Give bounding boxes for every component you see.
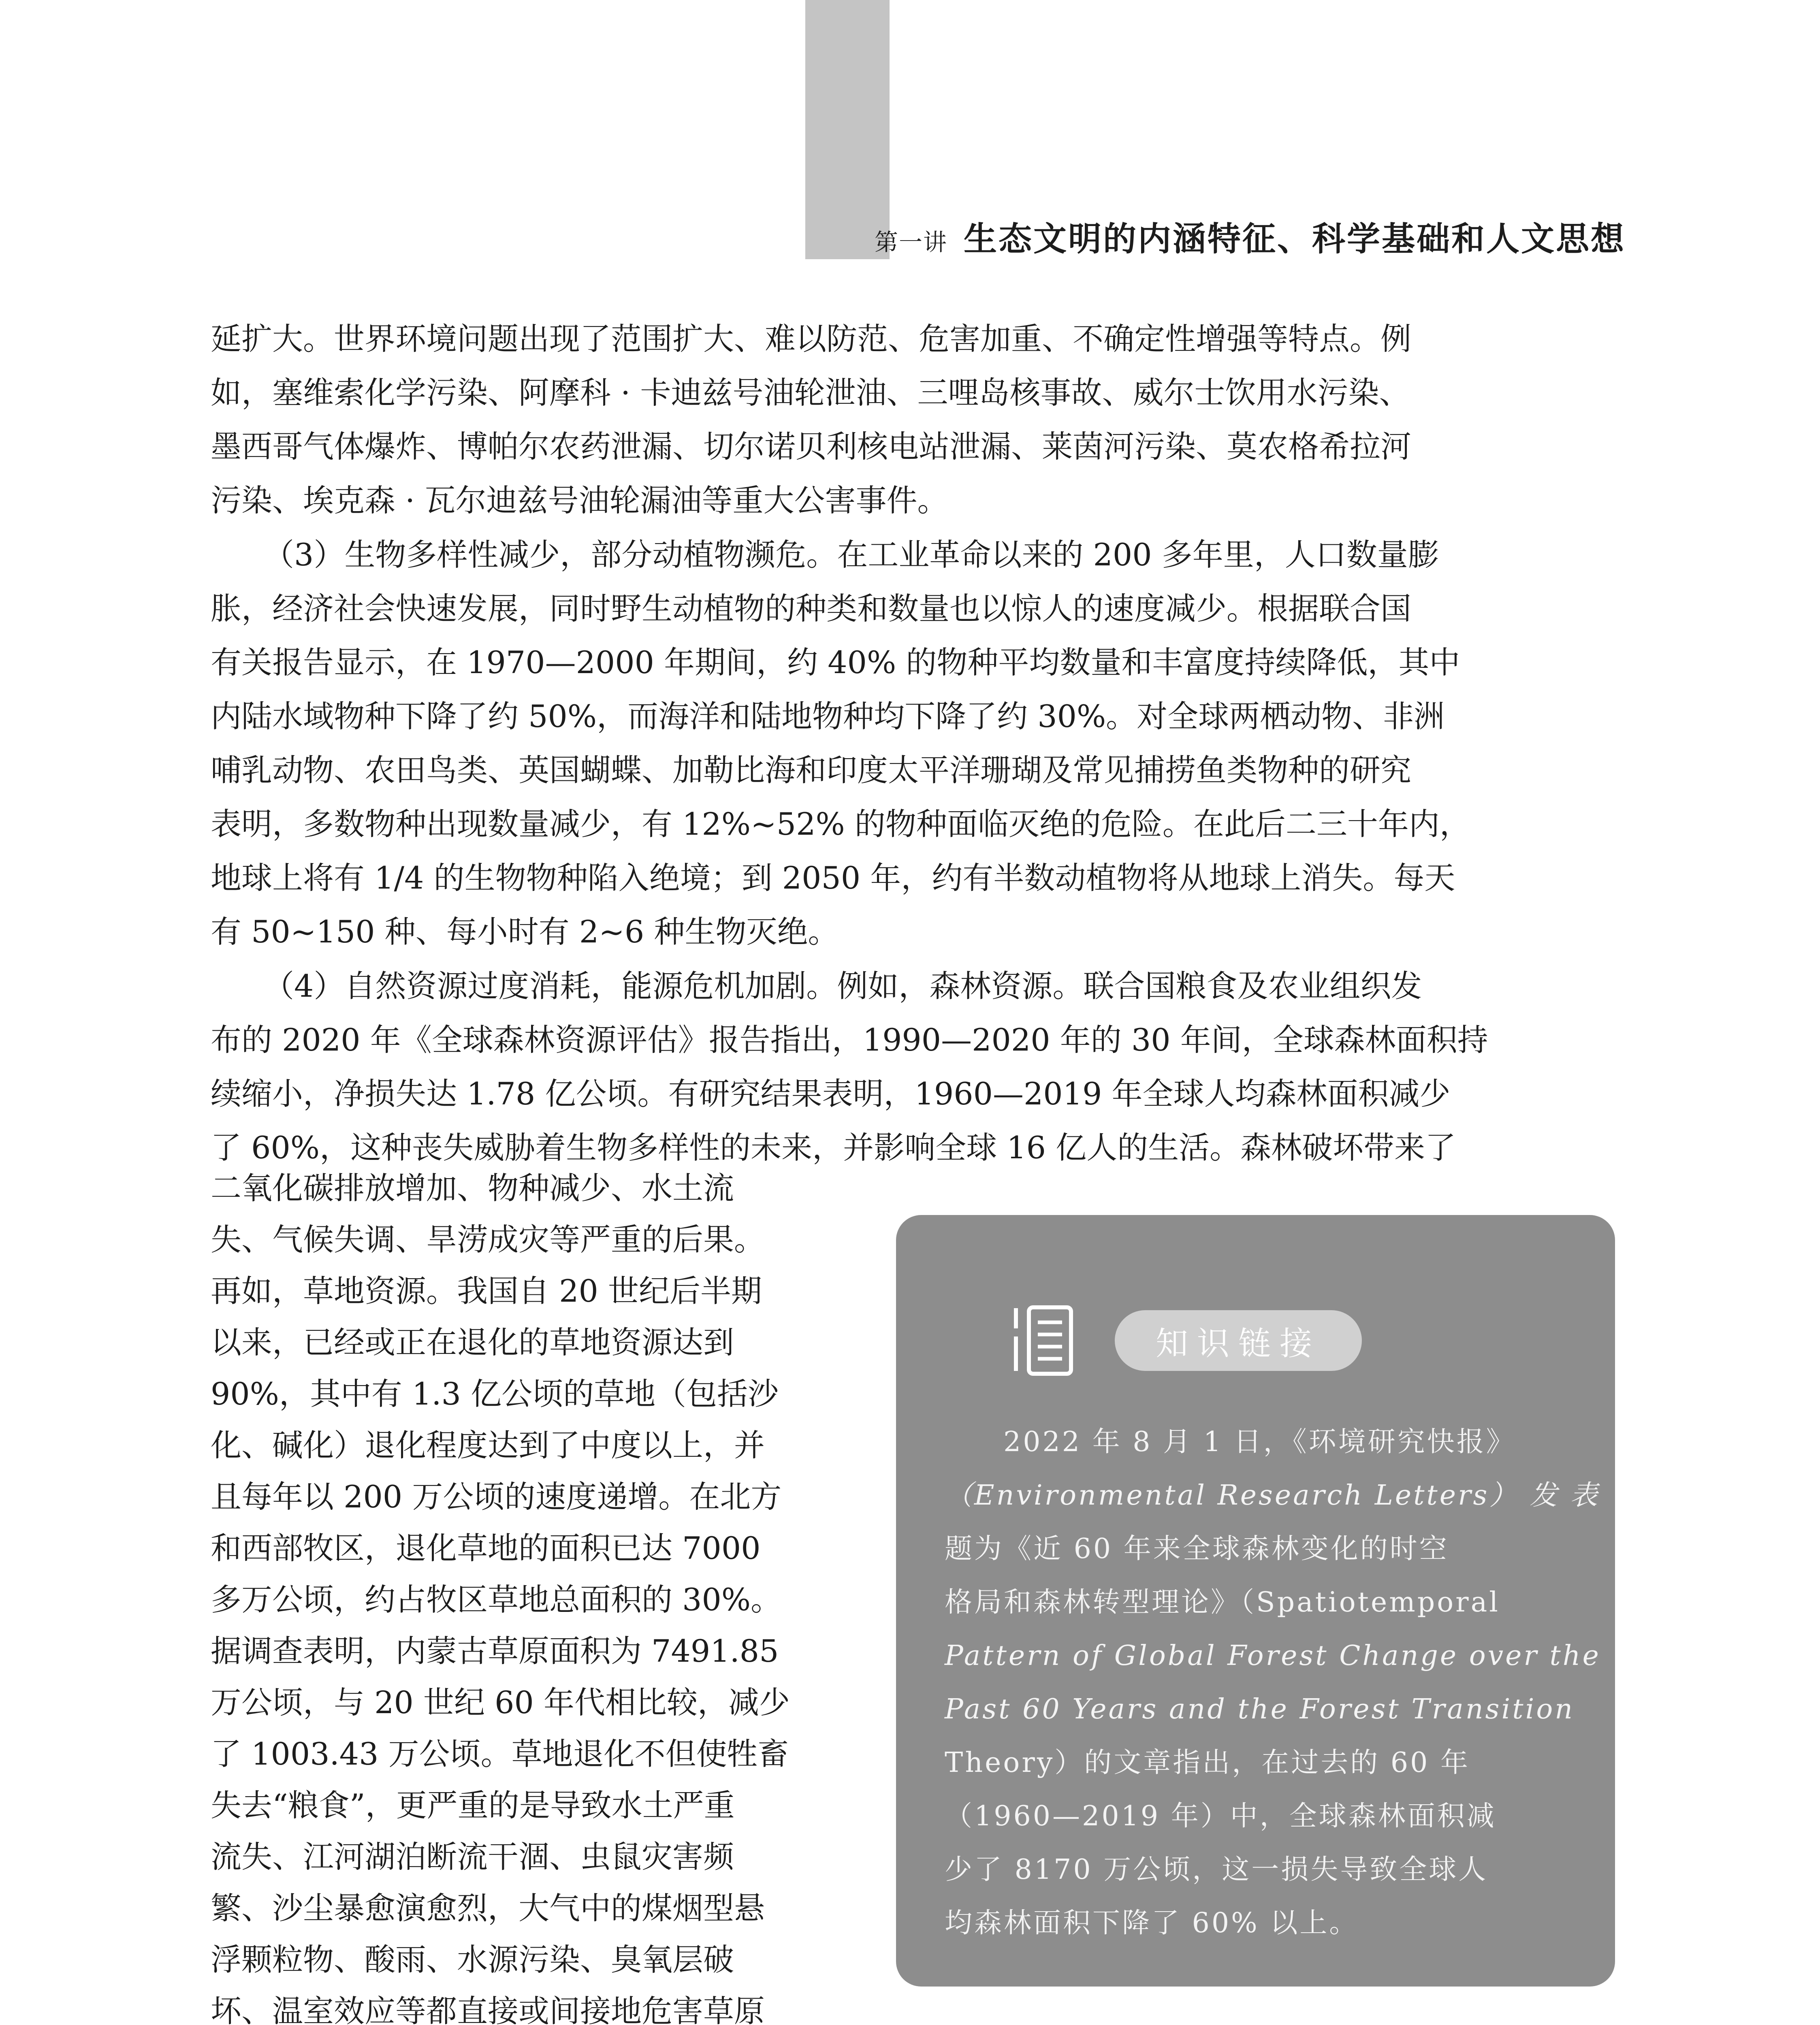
text-line: 表明，多数物种出现数量减少，有 12%~52% 的物种面临灭绝的危险。在此后二三十年内， [211,806,1470,842]
paragraph-pollution-events [211,312,1612,527]
text-line: 再如，草地资源。我国自 20 世纪后半期 [211,1273,762,1309]
text-line: 和西部牧区，退化草地的面积已达 7000 [211,1530,761,1566]
text-line: 以来，已经或正在退化的草地资源达到 [211,1324,734,1360]
text-line: 胀，经济社会快速发展，同时野生动植物的种类和数量也以惊人的速度减少。根据联合国 [211,590,1411,627]
callout-line: 少了 8170 万公顷，这一损失导致全球人 [945,1854,1488,1886]
callout-line: （1960—2019 年）中，全球森林面积减 [945,1800,1496,1832]
running-header [802,213,1626,258]
callout-line: 题为《近 60 年来全球森林变化的时空 [945,1533,1449,1565]
callout-line: Past 60 Years and the Forest Transition [945,1693,1575,1725]
text-line: 有关报告显示，在 1970—2000 年期间，约 40% 的物种平均数量和丰富度持续降低，其中 [211,644,1460,680]
text-line: 有 50~150 种、每小时有 2~6 种生物灭绝。 [211,914,839,950]
text-line: 流失、江河湖泊断流干涸、虫鼠灾害频 [211,1839,734,1875]
text-line: 失去“粮食”，更严重的是导致水土严重 [211,1787,735,1823]
text-line: 坏、温室效应等都直接或间接地危害草原 [211,1993,765,2025]
text-line: 二氧化碳排放增加、物种减少、水土流 [211,1170,734,1206]
document-icon [1013,1300,1074,1377]
paragraph-biodiversity [211,528,1612,582]
callout-line: （Environmental Research Letters） 发 表 [945,1479,1600,1511]
text-line: 多万公顷，约占牧区草地总面积的 30%。 [211,1582,782,1618]
callout-line: 2022 年 8 月 1 日，《环境研究快报》 [1003,1426,1516,1458]
callout-line: 格局和森林转型理论》（Spatiotemporal [945,1586,1500,1618]
lecture-label: 第一讲 [874,228,947,256]
paragraph-biodiversity-cont [211,582,1612,959]
callout-body [945,1415,1601,1950]
text-line: 布的 2020 年《全球森林资源评估》报告指出，1990—2020 年的 30 年间，全球森林面积持 [211,1022,1488,1058]
text-line: 据调查表明，内蒙古草原面积为 7491.85 [211,1633,779,1669]
text-line: 化、碱化）退化程度达到了中度以上，并 [211,1427,765,1463]
paragraph-resources [211,959,1612,1013]
text-line: 了 60%，这种丧失威胁着生物多样性的未来，并影响全球 16 亿人的生活。森林破坏带来了 [211,1130,1456,1166]
text-line: 续缩小，净损失达 1.78 亿公顷。有研究结果表明，1960—2019 年全球人均森林面积减少 [211,1076,1451,1112]
text-line: （3）生物多样性减少，部分动植物濒危。在工业革命以来的 200 多年里，人口数量膨 [263,537,1439,573]
callout-line: 均森林面积下降了 60% 以上。 [945,1907,1359,1939]
text-line: 延扩大。世界环境问题出现了范围扩大、难以防范、危害加重、不确定性增强等特点。例 [211,321,1411,357]
text-line: 万公顷，与 20 世纪 60 年代相比较，减少 [211,1684,790,1720]
text-line: （4）自然资源过度消耗，能源危机加剧。例如，森林资源。联合国粮食及农业组织发 [263,968,1422,1004]
text-line: 且每年以 200 万公顷的速度递增。在北方 [211,1479,782,1515]
text-line: 90%，其中有 1.3 亿公顷的草地（包括沙 [211,1376,779,1412]
text-line: 内陆水域物种下降了约 50%，而海洋和陆地物种均下降了约 30%。对全球两栖动物、非洲 [211,698,1445,734]
text-line: 哺乳动物、农田鸟类、英国蝴蝶、加勒比海和印度太平洋珊瑚及常见捕捞鱼类物种的研究 [211,752,1411,788]
paragraph-grassland [211,1162,843,2025]
text-line: 如，塞维索化学污染、阿摩科 · 卡迪兹号油轮泄油、三哩岛核事故、威尔士饮用水污染、 [211,375,1410,411]
callout-line: Pattern of Global Forest Change over the [945,1640,1601,1672]
text-line: 了 1003.43 万公顷。草地退化不但使牲畜 [211,1736,789,1772]
paragraph-resources-cont [211,1013,1612,1174]
callout-line: Theory）的文章指出，在过去的 60 年 [945,1747,1470,1779]
knowledge-link-callout [896,1215,1615,1987]
chapter-title: 生态文明的内涵特征、科学基础和人文思想 [963,220,1626,258]
callout-title: 知识链接 [1115,1310,1362,1371]
text-line: 污染、埃克森 · 瓦尔迪兹号油轮漏油等重大公害事件。 [211,482,948,518]
text-line: 繁、沙尘暴愈演愈烈，大气中的煤烟型悬 [211,1890,765,1926]
text-line: 失、气候失调、旱涝成灾等严重的后果。 [211,1221,765,1258]
text-line: 地球上将有 1/4 的生物物种陷入绝境；到 2050 年，约有半数动植物将从地球上消失。每天 [211,860,1455,896]
text-line: 浮颗粒物、酸雨、水源污染、臭氧层破 [211,1942,734,1978]
text-line: 墨西哥气体爆炸、博帕尔农药泄漏、切尔诺贝利核电站泄漏、莱茵河污染、莫农格希拉河 [211,428,1411,465]
